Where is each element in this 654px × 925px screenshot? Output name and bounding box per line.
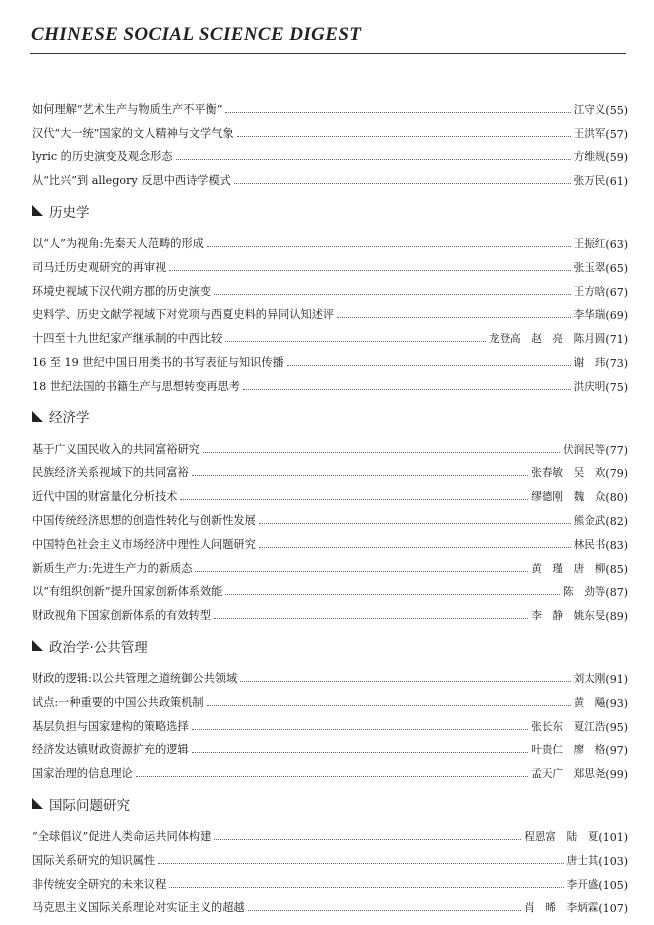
toc-entry[interactable] xyxy=(32,251,628,275)
entry-author: 方维规 xyxy=(573,151,606,164)
entry-author: 李开盛 xyxy=(566,878,599,891)
page-number: 101 xyxy=(602,830,624,844)
dot-leader xyxy=(214,618,528,619)
toc-entry[interactable] xyxy=(32,868,628,892)
entry-author: 孟天广 郑思尧 xyxy=(531,768,606,781)
entry-author: 黄 飚 xyxy=(573,696,606,709)
toc-entry[interactable] xyxy=(32,299,628,323)
entry-author: 缪德刚 魏 众 xyxy=(531,491,606,504)
page-number: 95 xyxy=(609,720,624,734)
page-number: 82 xyxy=(609,514,624,528)
entry-page: (87) xyxy=(605,586,628,600)
dot-leader xyxy=(237,136,571,137)
section-title: 国际问题研究 xyxy=(49,797,130,814)
journal-masthead: CHINESE SOCIAL SCIENCE DIGEST xyxy=(31,24,362,45)
entry-title: 16 至 19 世纪中国日用类书的书写表征与知识传播 xyxy=(32,355,284,369)
entry-author: 黄 瑾 唐 柳 xyxy=(531,562,606,575)
entry-author: 王方晗 xyxy=(573,285,606,298)
entry-title: 以“有组织创新”提升国家创新体系效能 xyxy=(32,585,223,599)
entry-page: (93) xyxy=(605,696,628,710)
entry-author: 唐士其 xyxy=(566,854,599,867)
toc-entry[interactable] xyxy=(32,504,628,528)
entry-page: (85) xyxy=(605,562,628,576)
toc-entry[interactable] xyxy=(32,734,628,758)
entry-author: 张长东 夏江浩 xyxy=(531,720,606,733)
entry-title: 财政的逻辑:以公共管理之道统御公共领域 xyxy=(32,671,238,685)
dot-leader xyxy=(158,863,564,864)
toc-entry[interactable] xyxy=(32,370,628,394)
dot-leader xyxy=(243,389,571,390)
entry-page: (65) xyxy=(605,261,628,275)
page-number: 89 xyxy=(609,610,624,624)
section-intro xyxy=(32,93,628,188)
toc-entry[interactable] xyxy=(32,820,628,844)
toc-entry[interactable] xyxy=(32,433,628,457)
page-number: 85 xyxy=(609,562,624,576)
section-title: 经济学 xyxy=(49,410,90,427)
entry-author: 王振红 xyxy=(573,237,606,250)
dot-leader xyxy=(176,159,571,160)
entry-title: 财政视角下国家创新体系的有效转型 xyxy=(32,609,212,623)
entry-page: (71) xyxy=(605,333,628,347)
entry-title: 国际关系研究的知识属性 xyxy=(32,853,156,867)
entry-author: 刘太刚 xyxy=(573,672,606,685)
entry-page: (103) xyxy=(598,854,628,868)
toc-entry[interactable] xyxy=(32,275,628,299)
entry-page: (79) xyxy=(605,467,628,481)
entry-title: 汉代“大一统”国家的文人精神与文学气象 xyxy=(32,126,234,140)
dot-leader xyxy=(207,705,571,706)
page-number: 75 xyxy=(609,380,624,394)
toc-entry[interactable] xyxy=(32,552,628,576)
toc-section xyxy=(32,404,628,623)
dot-leader xyxy=(259,523,571,524)
entry-title: 试点:一种重要的中国公共政策机制 xyxy=(32,695,204,709)
entry-author: 熊金武 xyxy=(573,514,606,527)
entry-page: (83) xyxy=(605,538,628,552)
entry-title: 从“比兴”到 allegory 反思中西诗学模式 xyxy=(32,174,231,188)
toc-section xyxy=(32,791,628,915)
entry-page: (82) xyxy=(605,514,628,528)
dot-leader xyxy=(192,729,529,730)
entry-author: 张万民 xyxy=(573,175,606,188)
entry-title: 近代中国的财富量化分析技术 xyxy=(32,490,178,504)
entry-title: 如何理解“艺术生产与物质生产不平衡” xyxy=(32,102,223,116)
page-number: 71 xyxy=(609,333,624,347)
entry-title: lyric 的历史演变及观念形态 xyxy=(32,150,173,164)
entry-page: (89) xyxy=(605,610,628,624)
entry-title: 十四至十九世纪家产继承制的中西比较 xyxy=(32,332,223,346)
entry-page: (97) xyxy=(605,744,628,758)
entry-author: 伏润民等 xyxy=(563,443,606,456)
dot-leader xyxy=(203,452,560,453)
entry-author: 龙登高 赵 亮 陈月圆 xyxy=(488,333,606,346)
entry-page: (67) xyxy=(605,285,628,299)
dot-leader xyxy=(214,839,521,840)
entry-author: 谢 玮 xyxy=(573,356,606,369)
page-number: 91 xyxy=(609,672,624,686)
page-number: 79 xyxy=(609,467,624,481)
entry-page: (61) xyxy=(605,175,628,189)
toc-section xyxy=(32,198,628,394)
entry-title: 环境史视域下汉代朔方郡的历史演变 xyxy=(32,284,212,298)
entry-page: (101) xyxy=(598,830,628,844)
dot-leader xyxy=(180,499,528,500)
entry-title: 基层负担与国家建构的策略选择 xyxy=(32,719,189,733)
page-number: 97 xyxy=(609,744,624,758)
section-heading xyxy=(32,198,628,223)
entry-title: 基于广义国民收入的共同富裕研究 xyxy=(32,442,200,456)
triangle-bullet-icon xyxy=(32,411,43,422)
page-number: 103 xyxy=(602,854,624,868)
section-heading xyxy=(32,633,628,658)
entry-title: 非传统安全研究的未来议程 xyxy=(32,877,167,891)
dot-leader xyxy=(337,317,571,318)
entry-page: (91) xyxy=(605,672,628,686)
page-number: 83 xyxy=(609,538,624,552)
triangle-bullet-icon xyxy=(32,205,43,216)
page-number: 63 xyxy=(609,237,624,251)
toc-entry[interactable] xyxy=(32,457,628,481)
entry-author: 程恩富 陆 夏 xyxy=(524,830,599,843)
toc-entry[interactable] xyxy=(32,686,628,710)
toc-entry[interactable] xyxy=(32,164,628,188)
toc-entry[interactable] xyxy=(32,599,628,623)
toc-section xyxy=(32,633,628,781)
page-number: 99 xyxy=(609,768,624,782)
dot-leader xyxy=(192,475,529,476)
triangle-bullet-icon xyxy=(32,640,43,651)
dot-leader xyxy=(169,270,570,271)
entry-page: (80) xyxy=(605,491,628,505)
toc-entry[interactable] xyxy=(32,844,628,868)
entry-page: (69) xyxy=(605,309,628,323)
dot-leader xyxy=(169,887,563,888)
entry-page: (73) xyxy=(605,356,628,370)
entry-page: (95) xyxy=(605,720,628,734)
entry-title: 中国特色社会主义市场经济中理性人问题研究 xyxy=(32,537,256,551)
dot-leader xyxy=(192,752,529,753)
entry-title: 新质生产力:先进生产力的新质态 xyxy=(32,561,193,575)
entry-title: 18 世纪法国的书籍生产与思想转变再思考 xyxy=(32,379,240,393)
entry-title: 司马迁历史观研究的再审视 xyxy=(32,260,167,274)
entry-title: 中国传统经济思想的创造性转化与创新性发展 xyxy=(32,513,256,527)
toc-entry[interactable] xyxy=(32,141,628,165)
toc-entry[interactable] xyxy=(32,662,628,686)
dot-leader xyxy=(287,365,571,366)
toc-entry[interactable] xyxy=(32,117,628,141)
entry-author: 张春敏 吴 欢 xyxy=(531,467,606,480)
page-number: 61 xyxy=(609,175,624,189)
page-number: 57 xyxy=(609,127,624,141)
entry-title: 史料学、历史文献学视域下对党项与西夏史料的异同认知述评 xyxy=(32,308,335,322)
entry-page: (63) xyxy=(605,237,628,251)
entry-page: (57) xyxy=(605,127,628,141)
dot-leader xyxy=(225,112,570,113)
entry-author: 李华瑞 xyxy=(573,309,606,322)
dot-leader xyxy=(259,547,571,548)
entry-title: “全球倡议”促进人类命运共同体构建 xyxy=(32,829,212,843)
entry-title: 民族经济关系视域下的共同富裕 xyxy=(32,466,189,480)
toc-entry[interactable] xyxy=(32,528,628,552)
toc-entry[interactable] xyxy=(32,576,628,600)
entry-title: 经济发达镇财政资源扩充的逻辑 xyxy=(32,743,189,757)
dot-leader xyxy=(214,294,571,295)
section-title: 历史学 xyxy=(49,204,90,221)
entry-title: 以“人”为视角:先秦天人范畴的形成 xyxy=(32,236,204,250)
section-heading xyxy=(32,404,628,429)
dot-leader xyxy=(225,341,486,342)
entry-title: 国家治理的信息理论 xyxy=(32,767,133,781)
entry-title: 马克思主义国际关系理论对实证主义的超越 xyxy=(32,901,245,915)
section-title: 政治学·公共管理 xyxy=(49,639,148,656)
toc-entry[interactable] xyxy=(32,322,628,346)
page-number: 77 xyxy=(609,443,624,457)
toc-entry[interactable] xyxy=(32,93,628,117)
entry-author: 陈 劲等 xyxy=(563,586,606,599)
toc-entry[interactable] xyxy=(32,227,628,251)
entry-page: (75) xyxy=(605,380,628,394)
entry-author: 江守义 xyxy=(573,103,606,116)
entry-page: (77) xyxy=(605,443,628,457)
entry-page: (99) xyxy=(605,768,628,782)
page-number: 67 xyxy=(609,285,624,299)
entry-page: (105) xyxy=(598,878,628,892)
section-heading xyxy=(32,791,628,816)
page-number: 73 xyxy=(609,356,624,370)
dot-leader xyxy=(195,571,528,572)
page-number: 59 xyxy=(609,151,624,165)
page-number: 93 xyxy=(609,696,624,710)
page-number: 105 xyxy=(602,878,624,892)
page-number: 80 xyxy=(609,491,624,505)
page-number: 69 xyxy=(609,309,624,323)
dot-leader xyxy=(225,594,560,595)
masthead-rule xyxy=(30,53,626,54)
table-of-contents xyxy=(32,93,628,925)
entry-author: 叶贵仁 廖 格 xyxy=(531,744,606,757)
entry-author: 张玉翠 xyxy=(573,261,606,274)
entry-page: (59) xyxy=(605,151,628,165)
page-number: 65 xyxy=(609,261,624,275)
entry-author: 李 静 姚东旻 xyxy=(531,610,606,623)
entry-page: (55) xyxy=(605,103,628,117)
entry-page: (107) xyxy=(598,902,628,916)
page-number: 107 xyxy=(602,902,624,916)
toc-entry[interactable] xyxy=(32,892,628,916)
entry-author: 林民书 xyxy=(573,538,606,551)
entry-author: 王洪军 xyxy=(573,127,606,140)
triangle-bullet-icon xyxy=(32,798,43,809)
dot-leader xyxy=(207,246,571,247)
page-number: 87 xyxy=(609,586,624,600)
dot-leader xyxy=(240,681,570,682)
page-number: 55 xyxy=(609,103,624,117)
dot-leader xyxy=(234,183,571,184)
entry-author: 肖 晞 李炳霖 xyxy=(524,902,599,915)
dot-leader xyxy=(136,776,529,777)
toc-entry[interactable] xyxy=(32,480,628,504)
dot-leader xyxy=(248,910,522,911)
toc-entry[interactable] xyxy=(32,346,628,370)
entry-author: 洪庆明 xyxy=(573,380,606,393)
toc-entry[interactable] xyxy=(32,710,628,734)
toc-entry[interactable] xyxy=(32,757,628,781)
